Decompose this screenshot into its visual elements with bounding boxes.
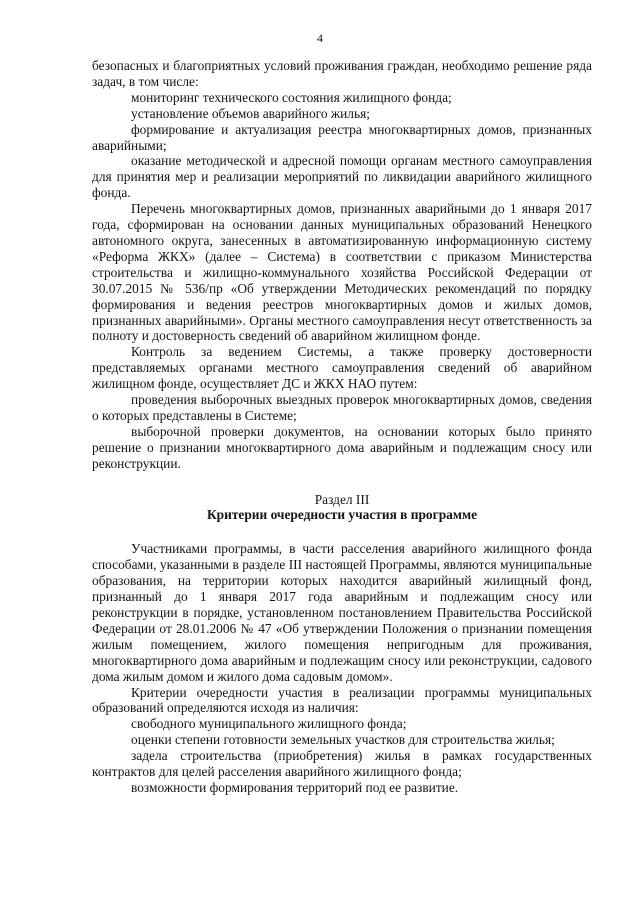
document-body — [92, 58, 592, 796]
page-number: 4 — [317, 31, 323, 45]
paragraph: мониторинг технического состояния жилищного фонда; — [131, 89, 452, 105]
paragraph: задела строительства (приобретения) жилья в рамках государственных контрактов для целей расселения аварийного жилищного фонда; — [92, 748, 592, 780]
paragraphs-after-section — [92, 541, 592, 796]
section-title: Критерии очередности участия в программе — [206, 507, 478, 523]
paragraph: возможности формирования территорий под ее развитие. — [131, 779, 459, 795]
paragraph: установление объемов аварийного жилья; — [131, 105, 370, 121]
paragraphs-before-section — [92, 58, 592, 472]
paragraph: безопасных и благоприятных условий проживания граждан, необходимо решение ряда задач, в том числе: — [92, 58, 592, 89]
paragraph: оценки степени готовности земельных участков для строительства жилья; — [131, 732, 555, 748]
paragraph: Контроль за ведением Системы, а также проверку достоверности представляемых органами местного самоуправления сведений об аварийном жилищном фонде, осуществляет ДС и ЖКХ НАО путем: — [92, 344, 592, 392]
section-label: Раздел III — [314, 491, 370, 507]
paragraph: Критерии очередности участия в реализации программы муниципальных образований определяются исходя из наличия: — [92, 684, 592, 716]
paragraph: оказание методической и адресной помощи органам местного самоуправления для принятия мер и реализации мероприятий по ликвидации аварийного жилищного фонда. — [92, 153, 592, 201]
paragraph: проведения выборочных выездных проверок многоквартирных домов, сведения о которых представлены в Системе; — [92, 392, 592, 423]
paragraph: свободного муниципального жилищного фонда; — [131, 716, 407, 732]
paragraph: Перечень многоквартирных домов, признанных аварийными до 1 января 2017 года, сформирован на основании данных муниципальных образований Ненецкого автономного округа, занесенных в автоматизированную информационную систему «Реформа ЖКХ» (далее – Система) в соответствии с приказом Министерства строительства и жилищно-коммунального хозяйства Российской Федерации от 30.07.2015 № 536/пр «Об утверждении Методических рекомендаций по порядку формирования и ведения реестров многоквартирных домов и жилых домов, признанных аварийными». Органы местного самоуправления несут ответственность за полноту и достоверность сведений об аварийном жилищном фонде. — [92, 201, 592, 344]
paragraph: формирование и актуализация реестра многоквартирных домов, признанных аварийными; — [92, 121, 592, 153]
paragraph: Участниками программы, в части расселения аварийного жилищного фонда способами, указанными в разделе III настоящей Программы, являются муниципальные образования, на территории которых находится аварийный жилищный фонд, признанный до 1 января 2017 года аварийным и подлежащим сносу или реконструкции в порядке, установленном постановлением Правительства Российской Федерации от 28.01.2006 № 47 «Об утверждении Положения о признании помещения жилым помещением, жилого помещения непригодным для проживания, многоквартирного дома аварийным и подлежащим сносу или реконструкции, садового дома жилым домом и жилого дома садовым домом». — [92, 541, 592, 684]
paragraph: выборочной проверки документов, на основании которых было принято решение о признании многоквартирного дома аварийным и подлежащим сносу или реконструкции. — [92, 423, 592, 471]
